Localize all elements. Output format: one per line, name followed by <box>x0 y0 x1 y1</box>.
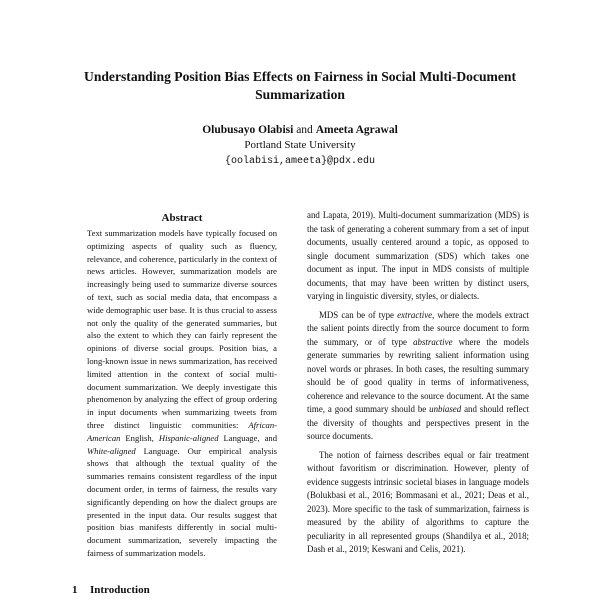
abstract-text: English, <box>120 432 159 443</box>
section-heading <box>72 584 292 596</box>
body-text: where the models generate summaries by rewriting salient information using novel words or phrases. In both cases, the resulting summary should be of good quality in terms of informativeness, coherence and relevance to the source document. At the same time, a good summary should be <box>307 336 529 414</box>
author-line <box>0 122 600 139</box>
body-text: and should reflect the diversity of thoughts and perspectives present in the source documents. <box>307 404 529 441</box>
abstract-text: Language. Our empirical analysis shows that although the textual quality of the summaries remains consistent regardless of the input document order, in terms of fairness, the results vary significantly depending on how the dialect groups are presented in the input data. Our results suggest that position bias manifests differently in social multi-document summarization, severely impacting the fairness of summarization models. <box>87 445 277 558</box>
emphasis-term: abstractive <box>413 336 453 347</box>
body-text: , where the models extract the salient points directly from the source document to form the summary, or of type <box>307 309 529 347</box>
author-name: Olubusayo Olabisi <box>202 124 294 136</box>
body-paragraph <box>307 309 529 444</box>
affiliation: Portland State University <box>244 139 356 151</box>
body-paragraph: and Lapata, 2019). Multi-document summarization (MDS) is the task of generating a coherent summary from a set of input documents, usually centered around a topic, as opposed to single document summarization (SDS) which takes one document as input. The input in MDS consists of multiple documents, that may have been written by distinct users, varying in linguistic diversity, styles, or dialects. <box>307 210 529 301</box>
abstract-group-term: Hispanic-aligned <box>158 432 219 443</box>
author-name: Ameeta Agrawal <box>315 124 398 136</box>
author-email: {oolabisi,ameeta}@pdx.edu <box>224 156 376 167</box>
author-conjunction: and <box>296 124 313 136</box>
emphasis-term: unbiased <box>429 404 462 414</box>
paper-title: Understanding Position Bias Effects on Fairness in Social Multi-Document Summarization <box>84 69 516 102</box>
section-title: Introduction <box>90 584 150 596</box>
abstract-text: Language, and <box>218 432 277 443</box>
abstract-group-term: African-American <box>87 419 277 443</box>
body-text: MDS can be of type <box>319 309 398 320</box>
abstract-text: Text summarization models have typically focused on optimizing aspects of quality such as fluency, relevance, and coherence, particularly in the context of news articles. However, summarization models are increasingly being used to summarize diverse sources of text, such as social media data, that encompass a wide demographic user base. It is thus crucial to assess not only the quality of the generated summaries, but also the extent to which they can fairly represent the opinions of diverse social groups. Position bias, a long-known issue in news summarization, has received limited attention in the context of social multi-document summarization. We deeply investigate this phenomenon by analyzing the effect of group ordering in input documents when summarizing tweets from three distinct linguistic communities: <box>87 228 277 430</box>
section-number: 1 <box>72 584 78 596</box>
body-column-right <box>307 209 529 557</box>
emphasis-term: extractive <box>397 309 433 320</box>
abstract-heading: Abstract <box>161 212 203 224</box>
abstract-body <box>87 227 277 560</box>
abstract-group-term: White-aligned <box>87 445 136 456</box>
body-paragraph: The notion of fairness describes equal or fair treatment without favoritism or discrimination. However, plenty of evidence suggests intrinsic societal biases in language models (Bolukbasi et al., 2016; Bommasani et al., 2021; Deas et al., 2023). More specific to the task of summarization, fairness is measured by the ability of algorithms to capture the peculiarity in all represented groups (Shandilya et al., 2018; Dash et al., 2019; Keswani and Celis, 2021). <box>307 449 529 554</box>
